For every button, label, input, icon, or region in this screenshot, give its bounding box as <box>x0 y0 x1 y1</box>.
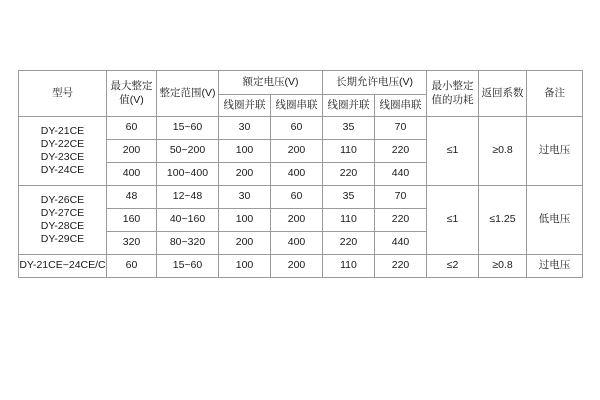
cell-rated-series: 400 <box>271 163 323 186</box>
cell-rated-series: 200 <box>271 140 323 163</box>
cell-remark: 过电压 <box>527 117 583 186</box>
model-group-1 <box>19 117 107 186</box>
cell-setting-range: 15~60 <box>157 255 219 278</box>
cell-rated-parallel: 200 <box>219 232 271 255</box>
cell-allowed-series: 220 <box>375 140 427 163</box>
cell-rated-parallel: 100 <box>219 209 271 232</box>
header-model: 型号 <box>19 71 107 117</box>
header-row-top <box>19 71 583 95</box>
cell-rated-series: 400 <box>271 232 323 255</box>
model-label: DY-28CE <box>40 220 85 232</box>
cell-allowed-parallel: 110 <box>323 255 375 278</box>
cell-allowed-series: 220 <box>375 209 427 232</box>
model-label: DY-22CE <box>40 137 85 150</box>
cell-max-setting: 60 <box>107 117 157 140</box>
table-row <box>19 255 583 278</box>
cell-return-coefficient: ≥0.8 <box>479 117 527 186</box>
cell-allowed-parallel: 220 <box>323 163 375 186</box>
cell-min-setting-power: ≤1 <box>427 117 479 186</box>
cell-setting-range: 40~160 <box>157 209 219 232</box>
cell-rated-parallel: 200 <box>219 163 271 186</box>
cell-rated-series: 60 <box>271 117 323 140</box>
cell-allowed-parallel: 220 <box>323 232 375 255</box>
header-allowed-coil-series: 线圈串联 <box>375 95 427 117</box>
header-setting-range: 整定范围(V) <box>157 71 219 117</box>
cell-max-setting: 400 <box>107 163 157 186</box>
cell-return-coefficient: ≤1.25 <box>479 186 527 255</box>
model-label: DY-21CE <box>40 124 85 137</box>
cell-allowed-series: 70 <box>375 117 427 140</box>
cell-max-setting: 200 <box>107 140 157 163</box>
cell-max-setting: 320 <box>107 232 157 255</box>
cell-rated-parallel: 100 <box>219 140 271 163</box>
cell-min-setting-power: ≤1 <box>427 186 479 255</box>
cell-rated-series: 60 <box>271 186 323 209</box>
model-label: DY-26CE <box>40 193 85 206</box>
table-row <box>19 186 583 209</box>
cell-setting-range: 80~320 <box>157 232 219 255</box>
cell-return-coefficient: ≥0.8 <box>479 255 527 278</box>
model-last: DY-21CE~24CE/C <box>19 255 107 278</box>
header-remark: 备注 <box>527 71 583 117</box>
cell-remark: 低电压 <box>527 186 583 255</box>
header-rated-coil-parallel: 线圈并联 <box>219 95 271 117</box>
model-label: DY-29CE <box>40 233 85 246</box>
specification-table <box>18 70 583 278</box>
cell-allowed-parallel: 35 <box>323 117 375 140</box>
cell-allowed-series: 220 <box>375 255 427 278</box>
table-header <box>19 71 583 117</box>
header-rated-coil-series: 线圈串联 <box>271 95 323 117</box>
cell-max-setting: 60 <box>107 255 157 278</box>
cell-setting-range: 100~400 <box>157 163 219 186</box>
cell-setting-range: 12~48 <box>157 186 219 209</box>
model-group-2 <box>19 186 107 255</box>
cell-allowed-series: 70 <box>375 186 427 209</box>
cell-rated-parallel: 30 <box>219 117 271 140</box>
cell-allowed-series: 440 <box>375 232 427 255</box>
header-allowed-coil-parallel: 线圈并联 <box>323 95 375 117</box>
cell-allowed-parallel: 35 <box>323 186 375 209</box>
cell-min-setting-power: ≤2 <box>427 255 479 278</box>
cell-rated-parallel: 30 <box>219 186 271 209</box>
cell-remark: 过电压 <box>527 255 583 278</box>
cell-rated-series: 200 <box>271 209 323 232</box>
header-return-coefficient: 返回系数 <box>479 71 527 117</box>
cell-allowed-parallel: 110 <box>323 140 375 163</box>
cell-rated-parallel: 100 <box>219 255 271 278</box>
model-label: DY-23CE <box>40 151 85 163</box>
model-label: DY-24CE <box>40 164 85 177</box>
header-rated-voltage: 额定电压(V) <box>219 71 323 95</box>
table-body <box>19 117 583 278</box>
cell-allowed-parallel: 110 <box>323 209 375 232</box>
cell-max-setting: 160 <box>107 209 157 232</box>
cell-max-setting: 48 <box>107 186 157 209</box>
header-max-setting: 最大整定值(V) <box>107 71 157 117</box>
table-row <box>19 117 583 140</box>
header-min-setting-power: 最小整定值的功耗 <box>427 71 479 117</box>
header-long-term-allowed: 长期允许电压(V) <box>323 71 427 95</box>
cell-allowed-series: 440 <box>375 163 427 186</box>
cell-setting-range: 15~60 <box>157 117 219 140</box>
model-label: DY-27CE <box>40 206 85 219</box>
cell-rated-series: 200 <box>271 255 323 278</box>
cell-setting-range: 50~200 <box>157 140 219 163</box>
